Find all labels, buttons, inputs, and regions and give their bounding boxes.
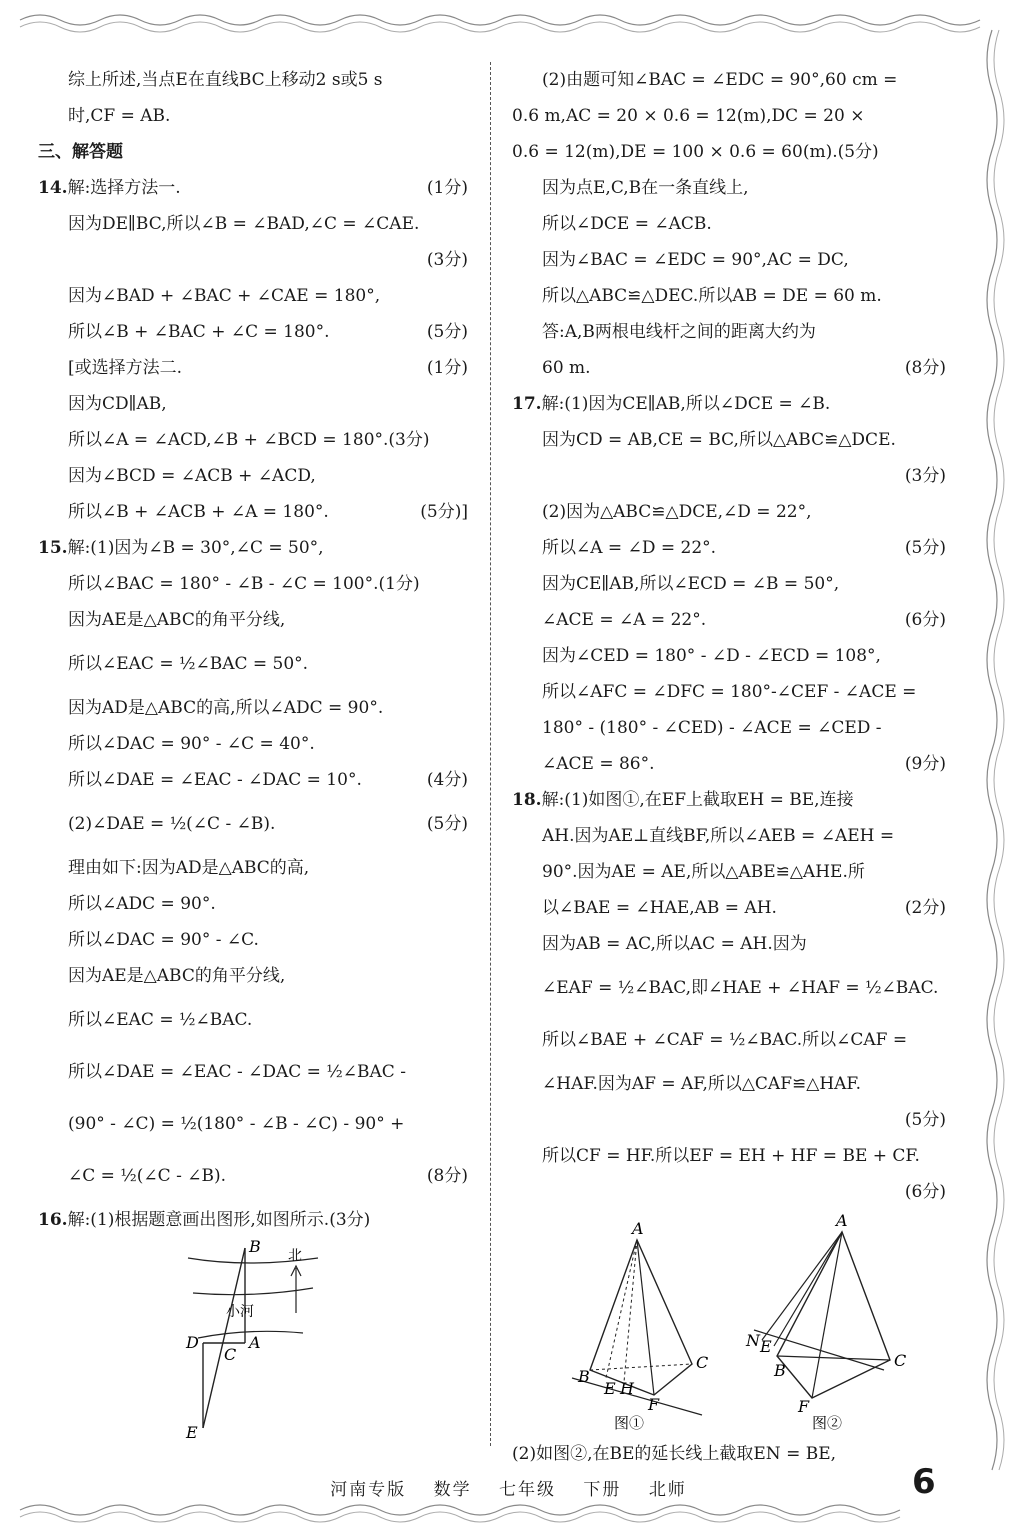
q18-line: 以∠BAE = ∠HAE,AB = AH. (2分) bbox=[542, 898, 946, 918]
fig1-label-H: H bbox=[620, 1379, 634, 1398]
q14-line: [或选择方法二. (1分) bbox=[68, 358, 468, 378]
q15-line: ∠C = ½(∠C - ∠B). (8分) bbox=[68, 1166, 468, 1186]
q15-line: 因为AE是△ABC的角平分线, bbox=[68, 610, 286, 630]
q14-line: 因为CD∥AB, bbox=[68, 394, 167, 414]
fig1-label-A: A bbox=[632, 1219, 644, 1238]
q17-line: 所以∠A = ∠D = 22°. (5分) bbox=[542, 538, 946, 558]
q16b-line: 答:A,B两根电线杆之间的距离大约为 bbox=[542, 322, 816, 342]
q14-line: 因为DE∥BC,所以∠B = ∠BAD,∠C = ∠CAE. bbox=[68, 214, 420, 234]
top-wavy-border bbox=[0, 0, 1017, 40]
q14-number: 14. bbox=[38, 178, 68, 198]
q15-line: 所以∠DAC = 90° - ∠C. bbox=[68, 930, 259, 950]
q16b-line: 60 m. (8分) bbox=[542, 358, 946, 378]
right-column bbox=[512, 62, 946, 1472]
q18-points: (6分) bbox=[904, 1182, 946, 1202]
footer-publisher: 北师 bbox=[648, 1480, 687, 1500]
q15-line: 所以∠BAC = 180° - ∠B - ∠C = 100°.(1分) bbox=[68, 574, 420, 594]
fig1-caption: 图① bbox=[614, 1414, 645, 1432]
fig1-label-B: B bbox=[578, 1367, 590, 1386]
figure-river-diagram bbox=[38, 1238, 468, 1448]
q17-line: 17.解:(1)因为CE∥AB,所以∠DCE = ∠B. bbox=[512, 394, 831, 414]
footer-grade: 七年级 bbox=[499, 1480, 556, 1500]
q17-line: 所以∠AFC = ∠DFC = 180°-∠CEF - ∠ACE = bbox=[542, 682, 917, 702]
page-footer bbox=[0, 1475, 1017, 1500]
right-wavy-border bbox=[968, 0, 1017, 1536]
q17-line: ∠ACE = 86°. (9分) bbox=[542, 754, 946, 774]
fig1-label-F: F bbox=[648, 1395, 660, 1414]
q15-line: 所以∠DAE = ∠EAC - ∠DAC = ½∠BAC - bbox=[68, 1062, 406, 1082]
q16b-line: 因为∠BAC = ∠EDC = 90°,AC = DC, bbox=[542, 250, 849, 270]
q15-line: (2)∠DAE = ½(∠C - ∠B). (5分) bbox=[68, 814, 468, 834]
text-line: 综上所述,当点E在直线BC上移动2 s或5 s bbox=[68, 70, 383, 90]
q18-line: 18.解:(1)如图①,在EF上截取EH = BE,连接 bbox=[512, 790, 854, 810]
footer-subject: 数学 bbox=[433, 1480, 472, 1500]
column-divider bbox=[490, 62, 491, 1446]
q18-line: (2)如图②,在BE的延长线上截取EN = BE, bbox=[512, 1444, 837, 1464]
footer-volume: 下册 bbox=[583, 1480, 622, 1500]
q15-line: 所以∠EAC = ½∠BAC. bbox=[68, 1010, 253, 1030]
page-number: 6 bbox=[912, 1462, 936, 1502]
q14-line: 因为∠BAD + ∠BAC + ∠CAE = 180°, bbox=[68, 286, 381, 306]
q17-line: 因为CD = AB,CE = BC,所以△ABC≌△DCE. bbox=[542, 430, 896, 450]
q15-line: 因为AE是△ABC的角平分线, bbox=[68, 966, 286, 986]
q16b-line: (2)由题可知∠BAC = ∠EDC = 90°,60 cm = bbox=[542, 70, 898, 90]
fig2-label-F: F bbox=[798, 1397, 810, 1416]
q15-line: 所以∠DAE = ∠EAC - ∠DAC = 10°. (4分) bbox=[68, 770, 468, 790]
q15-line: 15.解:(1)因为∠B = 30°,∠C = 50°, bbox=[38, 538, 324, 558]
q14-line: 所以∠B + ∠ACB + ∠A = 180°. (5分)] bbox=[68, 502, 468, 522]
q14-line: 所以∠B + ∠BAC + ∠C = 180°. (5分) bbox=[68, 322, 468, 342]
q15-line: 理由如下:因为AD是△ABC的高, bbox=[68, 858, 310, 878]
figure-triangles bbox=[512, 1210, 946, 1432]
footer-edition: 河南专版 bbox=[330, 1480, 407, 1500]
q18-line: 所以CF = HF.所以EF = EH + HF = BE + CF. bbox=[542, 1146, 920, 1166]
q15-line: 所以∠EAC = ½∠BAC = 50°. bbox=[68, 654, 309, 674]
q16b-line: 因为点E,C,B在一条直线上, bbox=[542, 178, 749, 198]
fig2-label-E: E bbox=[760, 1337, 772, 1356]
q16-line: 16.解:(1)根据题意画出图形,如图所示.(3分) bbox=[38, 1210, 371, 1230]
section-heading: 三、解答题 bbox=[38, 142, 123, 162]
q15-line: (90° - ∠C) = ½(180° - ∠B - ∠C) - 90° + bbox=[68, 1114, 405, 1134]
q17-number: 17. bbox=[512, 394, 542, 414]
q16b-line: 所以△ABC≌△DEC.所以AB = DE = 60 m. bbox=[542, 286, 882, 306]
point-label-E: E bbox=[186, 1423, 198, 1442]
fig2-caption: 图② bbox=[812, 1414, 843, 1432]
q14-line: 所以∠A = ∠ACD,∠B + ∠BCD = 180°.(3分) bbox=[68, 430, 430, 450]
q18-line: ∠EAF = ½∠BAC,即∠HAE + ∠HAF = ½∠BAC. bbox=[542, 978, 939, 998]
bottom-wavy-border bbox=[0, 1496, 1017, 1536]
q17-line: (2)因为△ABC≌△DCE,∠D = 22°, bbox=[542, 502, 812, 522]
q16-number: 16. bbox=[38, 1210, 68, 1230]
q18-line: 因为AB = AC,所以AC = AH.因为 bbox=[542, 934, 807, 954]
left-column bbox=[38, 62, 468, 1452]
fig2-label-A: A bbox=[836, 1211, 848, 1230]
point-label-A: A bbox=[249, 1333, 261, 1352]
fig1-label-C: C bbox=[696, 1353, 709, 1372]
river-label: 小河 bbox=[226, 1304, 254, 1320]
q16b-line: 所以∠DCE = ∠ACB. bbox=[542, 214, 712, 234]
q16b-line: 0.6 m,AC = 20 × 0.6 = 12(m),DC = 20 × bbox=[512, 106, 865, 126]
q17-line: 因为∠CED = 180° - ∠D - ∠ECD = 108°, bbox=[542, 646, 881, 666]
q18-points: (5分) bbox=[904, 1110, 946, 1130]
fig2-label-B: B bbox=[774, 1361, 786, 1380]
q15-line: 因为AD是△ABC的高,所以∠ADC = 90°. bbox=[68, 698, 384, 718]
fig1-label-E: E bbox=[604, 1379, 616, 1398]
point-label-D: D bbox=[186, 1333, 199, 1352]
q16b-line: 0.6 = 12(m),DE = 100 × 0.6 = 60(m).(5分) bbox=[512, 142, 879, 162]
q15-number: 15. bbox=[38, 538, 68, 558]
point-label-C: C bbox=[224, 1345, 237, 1364]
q17-line: 180° - (180° - ∠CED) - ∠ACE = ∠CED - bbox=[542, 718, 882, 738]
point-label-B: B bbox=[249, 1238, 261, 1256]
q17-points: (3分) bbox=[904, 466, 946, 486]
q17-line: ∠ACE = ∠A = 22°. (6分) bbox=[542, 610, 946, 630]
text-line: 时,CF = AB. bbox=[68, 106, 171, 126]
q18-line: AH.因为AE⊥直线BF,所以∠AEB = ∠AEH = bbox=[542, 826, 895, 846]
q18-line: 90°.因为AE = AE,所以△ABE≌△AHE.所 bbox=[542, 862, 865, 882]
fig2-label-N: N bbox=[746, 1331, 760, 1350]
q15-line: 所以∠DAC = 90° - ∠C = 40°. bbox=[68, 734, 315, 754]
north-label: 北 bbox=[288, 1248, 302, 1264]
q14-line: 因为∠BCD = ∠ACB + ∠ACD, bbox=[68, 466, 316, 486]
q18-line: 所以∠BAE + ∠CAF = ½∠BAC.所以∠CAF = bbox=[542, 1030, 908, 1050]
q18-number: 18. bbox=[512, 790, 542, 810]
q15-line: 所以∠ADC = 90°. bbox=[68, 894, 216, 914]
q18-line: ∠HAF.因为AF = AF,所以△CAF≌△HAF. bbox=[542, 1074, 861, 1094]
q14-line: 14.解:选择方法一. (1分) bbox=[38, 178, 468, 198]
q17-line: 因为CE∥AB,所以∠ECD = ∠B = 50°, bbox=[542, 574, 840, 594]
fig2-label-C: C bbox=[894, 1351, 907, 1370]
q14-points: (3分) bbox=[426, 250, 468, 270]
